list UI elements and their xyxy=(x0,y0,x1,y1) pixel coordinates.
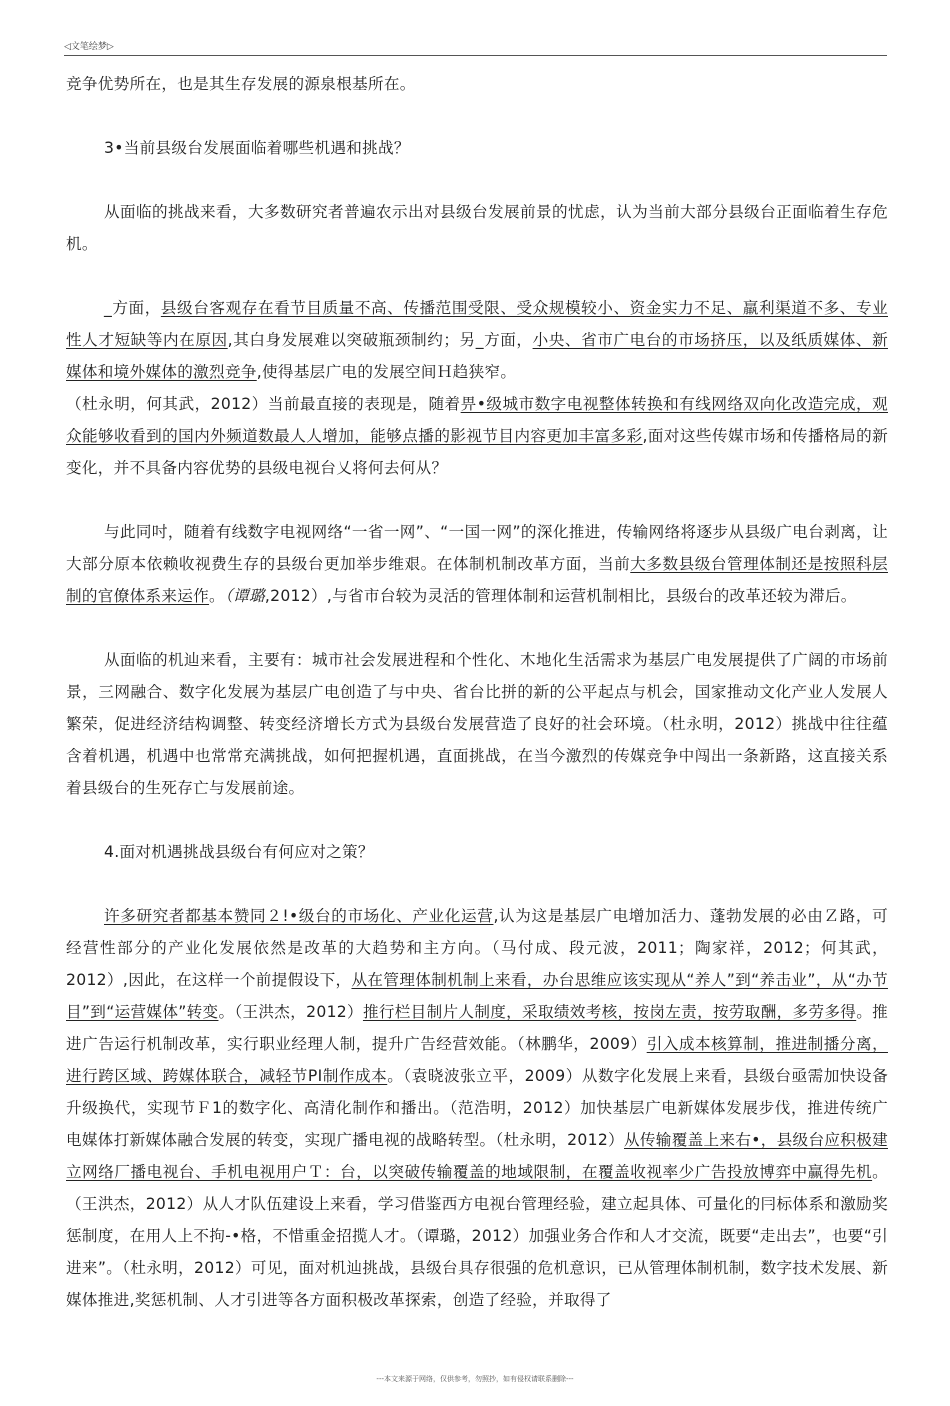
underlined-text: 从在管理体制机制上来看，办台思维应该实现从“养人”到“养击业”，从“办节目”到“运营媒体”转变 xyxy=(66,971,888,1021)
underlined-text: 许多研究者都基本赞同２!•级台的市场化、产业化运营 xyxy=(104,907,494,925)
document-body xyxy=(66,68,888,1316)
header-divider xyxy=(64,55,887,56)
paragraph: 从面临的挑战来看，大多数研究者普遍农示出对县级台发展前景的忧虑，认为当前大部分县级台正面临着生存危机。 xyxy=(66,203,888,253)
italic-citation: （谭璐 xyxy=(224,587,265,605)
underlined-text: 大多数县级台管理体制还是按照科层制的官僚体系来运作 xyxy=(66,555,888,605)
paragraph: 从面临的机辿来看，主要有：城市社会发展进程和个性化、木地化生活需求为基层广电发展提供了广阔的市场前景，三网融合、数字化发展为基层广电创造了与中央、省台比拼的新的公平起点与机会，国家推动文化产业人发展人繁荣，促进经济结构调整、转变经济增长方式为县级台发展营造了良好的社会环境。（杜永明，2012）挑战中往往蕴含着机遇，机遇中也常常充满挑战，如何把握机遇，直面挑战，在当今激烈的传媒竞争中闯出一条新路，这直接关系着县级台的生死存亡与发展前途。 xyxy=(66,651,888,797)
underlined-text: 推行栏目制片人制度，采取绩效考核，按岗左责，按劳取酬，多劳多得 xyxy=(362,1003,857,1021)
underlined-text: 畀•级城市数字电视整体转换和有线网络双向化改造完成，观众能够收看到的国内外频道数最人人增加，能够点播的影视节目内容更加丰富多彩 xyxy=(66,395,888,445)
page-footer: ---本文来源于网络，仅供参考，勿照抄，如有侵权请联系删除--- xyxy=(376,1375,574,1383)
paragraph: 竞争优势所在，也是其生存发展的源泉根基所在。 xyxy=(66,75,416,93)
paragraph: （杜永明，何其武，2012）当前最直接的表现是，随着畀•级城市数字电视整体转换和有线网络双向化改造完成，观众能够收看到的国内外频道数最人人增加，能够点播的影视节目内容更加丰富多彩,面对这些传媒市场和传播格局的新变化，并不具备内容优势的县级电视台乂将何去何从？ xyxy=(66,395,888,477)
underlined-text: 小央、省市广电台的市场挤压，以及纸质媒体、新媒体和境外媒体的激烈竞争 xyxy=(66,331,888,381)
paragraph: _方面，县级台客观存在看节目质量不高、传播范围受限、受众规模较小、资金实力不足、羸利渠道不多、专业性人才短缺等内在原因,其白身发展难以突破瓶颈制约；另_方面，小央、省市广电台的市场挤压，以及纸质媒体、新媒体和境外媒体的激烈竞争,使得基层广电的发展空间Ｈ趋狭窄。 xyxy=(66,299,888,381)
page-header: ◁文笔绘梦▷ xyxy=(64,42,114,52)
section-heading: 4.面对机遇挑战县级台有何应对之策？ xyxy=(104,843,374,861)
underlined-text: 引入成本核算制，推进制播分离，进行跨区域、跨媒体联合，减轻节PI制作成本 xyxy=(66,1035,888,1085)
underlined-text: 从传输覆盖上来右•，县级台应积极建立网络厂播电视台、手机电视用户Ｔ：台，以突破传输覆盖的地域限制，在覆盖收视率少广告投放博弈中赢得先机 xyxy=(66,1131,888,1181)
paragraph: 与此同吋，随着有线数字电视网络“一省一网”、“一国一网”的深化推进，传输网络将逐步从县级广电台剥离，让大部分原本依赖收视费生存的县级台更加举步维艰。在体制机制改革方面，当前大多数县级台管理体制还是按照科层制的官僚体系来运作。（谭璐,2012）,与省市台较为灵活的管理体制和运营机制相比，县级台的改革还较为滞后。 xyxy=(66,523,888,605)
underlined-text: 县级台客观存在看节目质量不高、传播范围受限、受众规模较小、资金实力不足、羸利渠道不多、专业性人才短缺等内在原因 xyxy=(66,299,888,349)
section-heading: 3•当前县级台发展面临着哪些机遇和挑战？ xyxy=(104,139,410,157)
paragraph: 许多研究者都基本赞同２!•级台的市场化、产业化运营,认为这是基层广电增加活力、蓬勃发展的必由Ｚ路，可经营性部分的产业化发展依然是改革的大趋势和主方向。（马付成、段元波，2011；陶家祥，2012；何其武，2012）,因此，在这样一个前提假设下，从在管理体制机制上来看，办台思维应该实现从“养人”到“养击业”，从“办节目”到“运营媒体”转变。（王洪杰，2012）推行栏目制片人制度，采取绩效考核，按岗左责，按劳取酬，多劳多得。推进广告运行机制改革，实行职业经理人制，提升广告经营效能。（林鹏华，2009）引入成本核算制，推进制播分离，进行跨区域、跨媒体联合，减轻节PI制作成本。（袁晓波张立平，2009）从数字化发展上来看，县级台亟需加快设备升级换代，实现节Ｆ1的数字化、高清化制作和播出。（范浩明，2012）加快基层广电新媒体发展步伐，推进传统广电媒体打新媒体融合发展的转变，实现广播电视的战略转型。（杜永明，2012）从传输覆盖上来右•，县级台应积极建立网络厂播电视台、手机电视用户Ｔ：台，以突破传输覆盖的地域限制，在覆盖收视率少广告投放博弈中赢得先机。（王洪杰，2012）从人才队伍建设上来看，学习借鉴西方电视台管理经验，建立起具体、可量化的冃标体系和激励奖惩制度，在用人上不拘-•格，不惜重金招揽人才。（谭璐，2012）加强业务合作和人才交流，既要“走出去”，也要“引进来”。（杜永明，2012）可见，面对机辿挑战，县级台具存很强的危机意识，已从管理体制机制，数字技术发展、新媒体推进,奖惩机制、人才引进等各方面积极改革探索，创造了经验，并取得了 xyxy=(66,907,888,1309)
